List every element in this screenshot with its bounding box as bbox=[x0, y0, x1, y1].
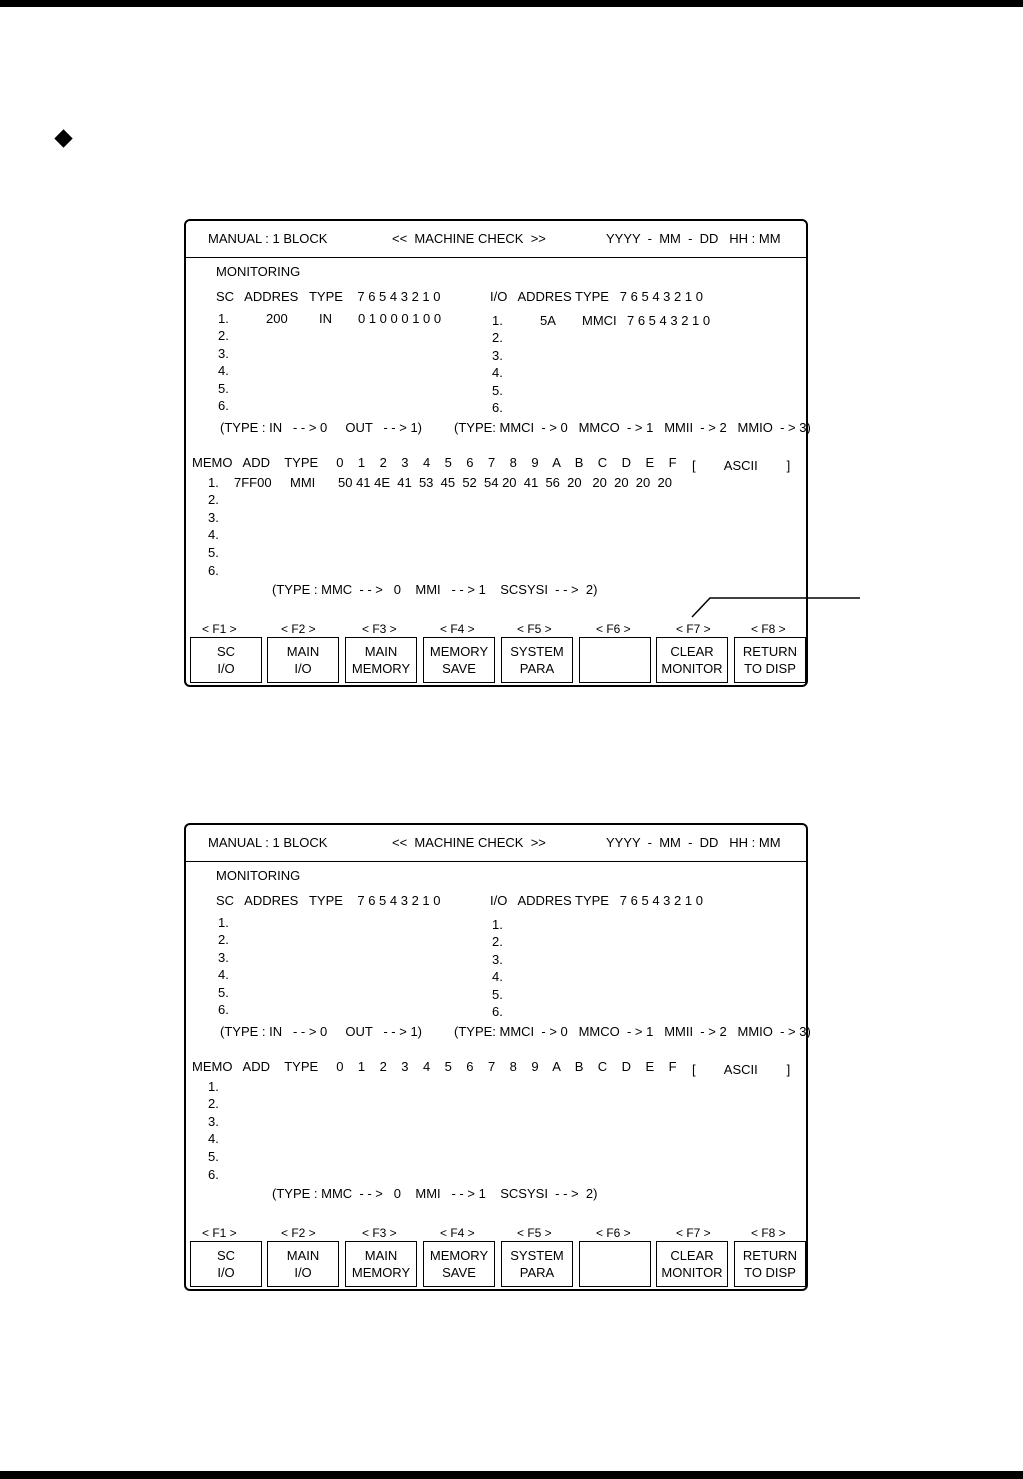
machine-check-screen-2 bbox=[184, 823, 811, 1291]
sc-row-number: 3. bbox=[218, 950, 229, 965]
memo-row-number: 5. bbox=[208, 1149, 219, 1164]
sc-type-legend: (TYPE : IN - - > 0 OUT - - > 1) bbox=[220, 1024, 423, 1039]
function-key-label-f5: < F5 > bbox=[517, 622, 552, 636]
io-row-number: 2. bbox=[492, 934, 503, 949]
sc-row-number: 3. bbox=[218, 346, 229, 361]
function-key-label-f8: < F8 > bbox=[751, 622, 786, 636]
sc-row-number: 6. bbox=[218, 1002, 229, 1017]
memo-row-address: 7FF00 bbox=[234, 475, 272, 490]
function-key-label-f8: < F8 > bbox=[751, 1226, 786, 1240]
function-key-f2-button[interactable]: MAIN I/O bbox=[267, 1241, 339, 1287]
sc-row-type: IN bbox=[319, 311, 332, 326]
function-key-label-f4: < F4 > bbox=[440, 1226, 475, 1240]
sc-table-header: SC ADDRES TYPE 7 6 5 4 3 2 1 0 bbox=[216, 893, 441, 908]
io-table-header: I/O ADDRES TYPE 7 6 5 4 3 2 1 0 bbox=[490, 289, 703, 304]
function-key-label-f7: < F7 > bbox=[676, 622, 711, 636]
sc-row-number: 4. bbox=[218, 967, 229, 982]
header-title: << MACHINE CHECK >> bbox=[392, 835, 546, 850]
io-row-number: 1. bbox=[492, 917, 503, 932]
function-key-f2-button[interactable]: MAIN I/O bbox=[267, 637, 339, 683]
function-key-label-f7: < F7 > bbox=[676, 1226, 711, 1240]
io-row-bits: 7 6 5 4 3 2 1 0 bbox=[627, 313, 711, 328]
sc-row-number: 4. bbox=[218, 363, 229, 378]
memo-row-number: 6. bbox=[208, 563, 219, 578]
memo-row-number: 6. bbox=[208, 1167, 219, 1182]
function-key-label-f5: < F5 > bbox=[517, 1226, 552, 1240]
memo-row-bytes: 50 41 4E 41 53 45 52 54 20 41 56 20 20 20 20 20 bbox=[338, 475, 672, 490]
io-type-legend: (TYPE: MMCI - > 0 MMCO - > 1 MMII - > 2 MMIO - > 3) bbox=[454, 1024, 811, 1039]
io-row-number: 3. bbox=[492, 952, 503, 967]
sc-row-number: 2. bbox=[218, 932, 229, 947]
function-key-f3-button[interactable]: MAIN MEMORY bbox=[345, 637, 417, 683]
memo-ascii-header: [ ASCII ] bbox=[692, 458, 791, 473]
memo-row-number: 3. bbox=[208, 1114, 219, 1129]
function-key-f8-button[interactable]: RETURN TO DISP bbox=[734, 1241, 806, 1287]
sc-row-address: 200 bbox=[266, 311, 288, 326]
memo-row-number: 4. bbox=[208, 1131, 219, 1146]
io-row-number: 5. bbox=[492, 987, 503, 1002]
function-key-f7-button[interactable]: CLEAR MONITOR bbox=[656, 637, 728, 683]
memo-row-number: 3. bbox=[208, 510, 219, 525]
io-row-number: 4. bbox=[492, 365, 503, 380]
io-row-number: 4. bbox=[492, 969, 503, 984]
io-row-number: 2. bbox=[492, 330, 503, 345]
io-table-header: I/O ADDRES TYPE 7 6 5 4 3 2 1 0 bbox=[490, 893, 703, 908]
function-key-label-f1: < F1 > bbox=[202, 1226, 237, 1240]
header-mode: MANUAL : 1 BLOCK bbox=[208, 835, 328, 850]
function-key-f5-button[interactable]: SYSTEM PARA bbox=[501, 1241, 573, 1287]
memo-table-header: MEMO ADD TYPE 0 1 2 3 4 5 6 7 8 9 A B C D E F bbox=[192, 1059, 677, 1074]
io-row-number: 6. bbox=[492, 400, 503, 415]
memo-type-legend: (TYPE : MMC - - > 0 MMI - - > 1 SCSYSI - - > 2) bbox=[272, 1186, 598, 1201]
sc-table-header: SC ADDRES TYPE 7 6 5 4 3 2 1 0 bbox=[216, 289, 441, 304]
sc-row-number: 5. bbox=[218, 381, 229, 396]
memo-type-legend: (TYPE : MMC - - > 0 MMI - - > 1 SCSYSI - - > 2) bbox=[272, 582, 598, 597]
sc-type-legend: (TYPE : IN - - > 0 OUT - - > 1) bbox=[220, 420, 423, 435]
sc-row-number: 1. bbox=[218, 311, 229, 326]
function-key-f4-button[interactable]: MEMORY SAVE bbox=[423, 1241, 495, 1287]
memo-row-number: 1. bbox=[208, 1079, 219, 1094]
function-key-label-f2: < F2 > bbox=[281, 622, 316, 636]
sc-row-number: 2. bbox=[218, 328, 229, 343]
io-row-number: 1. bbox=[492, 313, 503, 328]
io-row-number: 3. bbox=[492, 348, 503, 363]
bottom-page-rule bbox=[0, 1471, 1023, 1479]
diamond-bullet-icon bbox=[54, 129, 72, 147]
header-datetime: YYYY - MM - DD HH : MM bbox=[606, 231, 781, 246]
io-row-number: 6. bbox=[492, 1004, 503, 1019]
function-key-label-f6: < F6 > bbox=[596, 622, 631, 636]
memo-row-number: 2. bbox=[208, 1096, 219, 1111]
header-divider bbox=[186, 861, 806, 862]
function-key-label-f3: < F3 > bbox=[362, 622, 397, 636]
memo-table-header: MEMO ADD TYPE 0 1 2 3 4 5 6 7 8 9 A B C D E F bbox=[192, 455, 677, 470]
function-key-f4-button[interactable]: MEMORY SAVE bbox=[423, 637, 495, 683]
section-title: MONITORING bbox=[216, 868, 301, 883]
function-key-f1-button[interactable]: SC I/O bbox=[190, 1241, 262, 1287]
function-key-f7-button[interactable]: CLEAR MONITOR bbox=[656, 1241, 728, 1287]
header-mode: MANUAL : 1 BLOCK bbox=[208, 231, 328, 246]
function-key-f5-button[interactable]: SYSTEM PARA bbox=[501, 637, 573, 683]
memo-row-number: 5. bbox=[208, 545, 219, 560]
io-row-number: 5. bbox=[492, 383, 503, 398]
function-key-label-f3: < F3 > bbox=[362, 1226, 397, 1240]
function-key-f8-button[interactable]: RETURN TO DISP bbox=[734, 637, 806, 683]
sc-row-number: 1. bbox=[218, 915, 229, 930]
function-key-f1-button[interactable]: SC I/O bbox=[190, 637, 262, 683]
io-row-type: MMCI bbox=[582, 313, 617, 328]
header-datetime: YYYY - MM - DD HH : MM bbox=[606, 835, 781, 850]
function-key-f3-button[interactable]: MAIN MEMORY bbox=[345, 1241, 417, 1287]
function-key-f6-button[interactable] bbox=[579, 1241, 651, 1287]
io-row-address: 5A bbox=[540, 313, 556, 328]
memo-row-number: 4. bbox=[208, 527, 219, 542]
function-key-label-f1: < F1 > bbox=[202, 622, 237, 636]
io-type-legend: (TYPE: MMCI - > 0 MMCO - > 1 MMII - > 2 MMIO - > 3) bbox=[454, 420, 811, 435]
sc-row-number: 5. bbox=[218, 985, 229, 1000]
function-key-label-f6: < F6 > bbox=[596, 1226, 631, 1240]
function-key-label-f4: < F4 > bbox=[440, 622, 475, 636]
top-page-rule bbox=[0, 0, 1023, 7]
sc-row-number: 6. bbox=[218, 398, 229, 413]
sc-row-bits: 0 1 0 0 0 1 0 0 bbox=[358, 311, 442, 326]
function-key-label-f2: < F2 > bbox=[281, 1226, 316, 1240]
function-key-f6-button[interactable] bbox=[579, 637, 651, 683]
section-title: MONITORING bbox=[216, 264, 301, 279]
memo-row-number: 2. bbox=[208, 492, 219, 507]
header-divider bbox=[186, 257, 806, 258]
memo-row-number: 1. bbox=[208, 475, 219, 490]
memo-row-type: MMI bbox=[290, 475, 316, 490]
header-title: << MACHINE CHECK >> bbox=[392, 231, 546, 246]
memo-ascii-header: [ ASCII ] bbox=[692, 1062, 791, 1077]
machine-check-screen-1 bbox=[184, 219, 811, 687]
